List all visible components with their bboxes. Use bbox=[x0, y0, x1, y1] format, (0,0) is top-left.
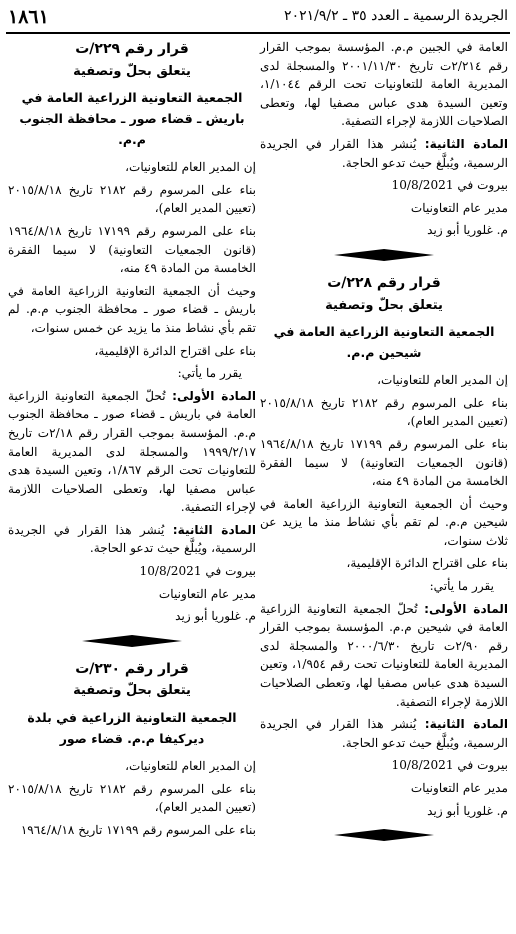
right-column bbox=[260, 38, 508, 854]
signer-title: مدير عام التعاونيات bbox=[410, 200, 508, 215]
signature-block bbox=[8, 562, 256, 626]
article-text: تُحلّ الجمعية التعاونية الزراعية العامة في شيحين م.م. المؤسسة بموجب القرار رقم ٢/٩٠ت تاريخ ٢٠٠٠/٦/٣٠ والمسجلة لدى المديرية العامة للتعاونيات تحت رقم ١/٩٥٤، وتعين السيدة هدى عباس مصفيا لها، وتعطى الصلاحيات اللازمة لإجراء التصفية. bbox=[260, 601, 509, 709]
decision-subject: يتعلق بحلّ وتصفية bbox=[73, 63, 191, 79]
left-column bbox=[8, 38, 256, 843]
decision-230 bbox=[8, 660, 256, 840]
decision-entity: الجمعية التعاونية الزراعية في بلدة ديركيفا م.م. قضاء صور bbox=[27, 710, 237, 747]
legal-basis-1: بناء على المرسوم رقم ٢١٨٢ تاريخ ٢٠١٥/٨/١٨ (تعيين المدير العام)، bbox=[8, 781, 256, 815]
legal-basis-2: بناء على المرسوم رقم ١٧١٩٩ تاريخ ١٩٦٤/٨/١٨ bbox=[20, 822, 256, 837]
decides: يقرر ما يأتي: bbox=[429, 579, 494, 594]
article-label: المادة الثانية: bbox=[172, 522, 256, 537]
article-label: المادة الأولى: bbox=[172, 388, 256, 403]
intro: إن المدير العام للتعاونيات، bbox=[125, 759, 256, 774]
decides: يقرر ما يأتي: bbox=[177, 366, 242, 381]
article-1 bbox=[8, 387, 256, 517]
signer-name: م. غلوريا أبو زيد bbox=[175, 609, 256, 624]
header-rule bbox=[6, 32, 510, 34]
article-1 bbox=[260, 600, 508, 712]
decision-entity: الجمعية التعاونية الزراعية العامة في باريش ـ قضاء صور ـ محافظة الجنوب م.م. bbox=[19, 90, 245, 148]
intro: إن المدير العام للتعاونيات، bbox=[125, 160, 256, 175]
decision-subject: يتعلق بحلّ وتصفية bbox=[325, 297, 443, 313]
whereas-clause: وحيث أن الجمعية التعاونية الزراعية العامة في باريش ـ قضاء صور ـ محافظة الجنوب م.م. لم تقم بأي نشاط منذ ما يزيد عن خمس سنوات، bbox=[8, 283, 256, 335]
article-label: المادة الثانية: bbox=[424, 717, 508, 732]
decision-date: بيروت في 10/8/2021 bbox=[391, 178, 508, 193]
legal-basis-1: بناء على المرسوم رقم ٢١٨٢ تاريخ ٢٠١٥/٨/١٨ (تعيين المدير العام)، bbox=[260, 395, 508, 429]
signer-title: مدير عام التعاونيات bbox=[158, 586, 256, 601]
whereas-clause: وحيث أن الجمعية التعاونية الزراعية العامة في شيحين م.م. لم تقم بأي نشاط منذ ما يزيد عن ثلاث سنوات، bbox=[260, 496, 508, 548]
decision-entity: الجمعية التعاونية الزراعية العامة في شيحين م.م. bbox=[273, 324, 495, 361]
legal-basis-2: بناء على المرسوم رقم ١٧١٩٩ تاريخ ١٩٦٤/٨/١٨ (قانون الجمعيات التعاونية) لا سيما الفقرة الخامسة من المادة ٤٩ منه، bbox=[8, 223, 256, 276]
page-header bbox=[0, 0, 516, 34]
section-separator bbox=[260, 828, 508, 846]
signer-name: م. غلوريا أبو زيد bbox=[427, 803, 508, 818]
decision-subject: يتعلق بحلّ وتصفية bbox=[73, 683, 191, 699]
article-label: المادة الأولى: bbox=[424, 601, 508, 616]
article-text: تُحلّ الجمعية التعاونية الزراعية العامة في باريش ـ قضاء صور ـ محافظة الجنوب م.م. المؤسسة بموجب القرار رقم ٢/١٨ت تاريخ ١٩٩٩/٢/١٧ والمسجلة لدى المديرية العامة للتعاونيات تحت الرقم ١/٨٦٧، وتعين السيدة هدى عباس مصفيا لها، وتعطى الصلاحيات اللازمة لإجراء التصفية. bbox=[8, 388, 256, 515]
proposal-clause: بناء على اقتراح الدائرة الإقليمية، bbox=[346, 556, 508, 571]
article-text: يُنشر هذا القرار في الجريدة الرسمية، ويُبلَّغ حيث تدعو الحاجة. bbox=[260, 717, 508, 750]
decision-number: قرار رقم ٢٢٨/ت bbox=[327, 274, 441, 291]
decision-228 bbox=[260, 274, 508, 846]
intro: إن المدير العام للتعاونيات، bbox=[377, 373, 508, 388]
proposal-clause: بناء على اقتراح الدائرة الإقليمية، bbox=[94, 343, 256, 358]
article-text: يُنشر هذا القرار في الجريدة الرسمية، ويُبلَّغ حيث تدعو الحاجة. bbox=[260, 136, 508, 170]
signature-block bbox=[260, 176, 508, 240]
page-number: ١٨٦١ bbox=[8, 6, 49, 28]
article-2 bbox=[260, 715, 508, 752]
decision-number: قرار رقم ٢٢٩/ت bbox=[75, 41, 189, 57]
article-text: يُنشر هذا القرار في الجريدة الرسمية، ويُبلَّغ حيث تدعو الحاجة. bbox=[8, 522, 256, 556]
article-2 bbox=[8, 521, 256, 558]
signer-title: مدير عام التعاونيات bbox=[410, 781, 508, 795]
legal-basis-1: بناء على المرسوم رقم ٢١٨٢ تاريخ ٢٠١٥/٨/١٨ (تعيين المدير العام)، bbox=[8, 182, 256, 216]
decision-date: بيروت في 10/8/2021 bbox=[391, 758, 508, 773]
legal-basis-2: بناء على المرسوم رقم ١٧١٩٩ تاريخ ١٩٦٤/٨/١٨ (قانون الجمعيات التعاونية) لا سيما الفقرة الخامسة من المادة ٤٩ منه، bbox=[260, 436, 508, 489]
decision-229 bbox=[8, 40, 256, 652]
journal-title: الجريدة الرسمية ـ العدد ٣٥ ـ ٢٠٢١/٩/٢ bbox=[284, 8, 508, 24]
signer-name: م. غلوريا أبو زيد bbox=[427, 223, 508, 238]
decision-number: قرار رقم ٢٣٠/ت bbox=[75, 660, 189, 677]
section-separator bbox=[8, 634, 256, 652]
section-separator bbox=[260, 248, 508, 266]
article-label: المادة الثانية: bbox=[424, 136, 508, 151]
article-2 bbox=[260, 135, 508, 172]
continuation-text: العامة في الجبين م.م. المؤسسة بموجب القرار رقم ٢/٢١٤ت تاريخ ٢٠٠١/١١/٣٠ والمسجلة لدى المديرية العامة للتعاونيات تحت الرقم ١/١٠٤٤، وتعين السيدة هدى عباس مصفيا لها، وتعطى الصلاحيات اللازمة لإجراء التصفية. bbox=[260, 40, 508, 129]
decision-date: بيروت في 10/8/2021 bbox=[139, 564, 256, 579]
signature-block bbox=[260, 756, 508, 820]
